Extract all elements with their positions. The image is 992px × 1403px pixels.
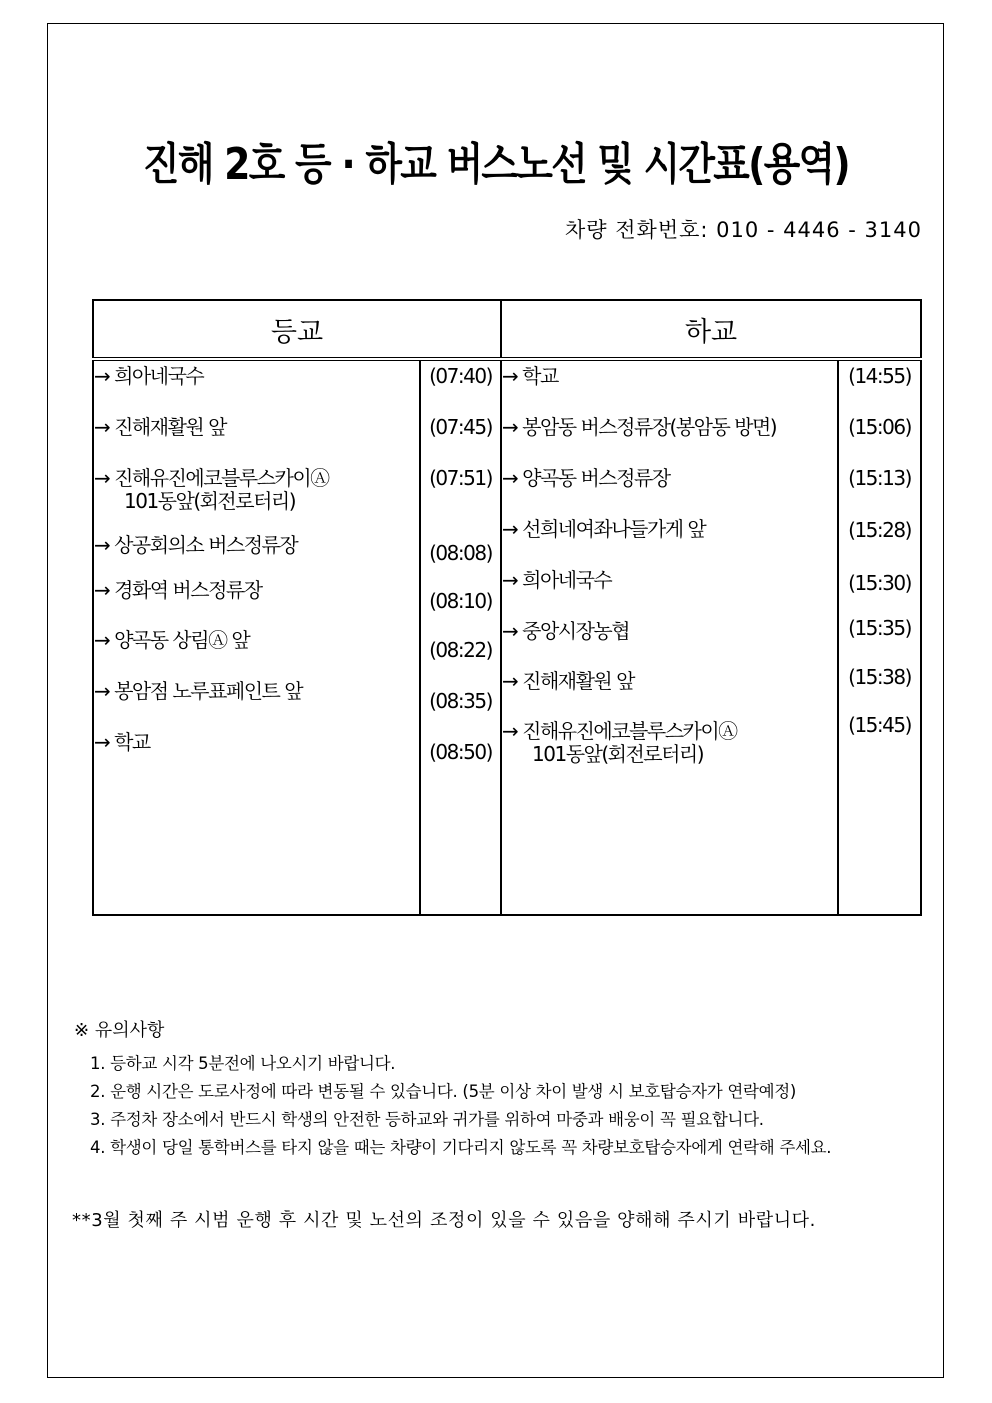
header-going-home: 하교	[501, 300, 921, 359]
time: (08:22)	[429, 638, 492, 662]
time: (07:40)	[429, 364, 492, 388]
time: (15:28)	[848, 518, 911, 542]
note-item: 4. 학생이 당일 통학버스를 타지 않을 때는 차량이 기다리지 않도록 꼭 차량보호탑승자에게 연락해 주세요.	[90, 1138, 832, 1157]
time: (07:51)	[429, 466, 492, 490]
note-item: 1. 등하교 시각 5분전에 나오시기 바랍니다.	[90, 1054, 396, 1073]
notes-header: ※ 유의사항	[74, 1020, 165, 1041]
return-times-column	[838, 359, 921, 915]
time: (08:10)	[429, 589, 492, 613]
stop: → 봉암동 버스정류장(봉암동 방면)	[502, 415, 777, 439]
note-item: 3. 주정차 장소에서 반드시 학생의 안전한 등하교와 귀가를 위하여 마중과 배웅이 꼭 필요합니다.	[90, 1110, 764, 1129]
stop: → 상공회의소 버스정류장	[94, 533, 298, 557]
stop: → 진해유진에코블루스카이Ⓐ	[502, 719, 737, 743]
time: (15:35)	[848, 616, 911, 640]
return-stops-column	[501, 359, 838, 915]
footnote: **3월 첫째 주 시범 운행 후 시간 및 노선의 조정이 있을 수 있음을 양해해 주시기 바랍니다.	[72, 1210, 816, 1231]
stop: → 학교	[94, 730, 150, 754]
time: (08:50)	[429, 740, 492, 764]
going-stops-column	[93, 359, 420, 915]
time: (15:45)	[848, 713, 911, 737]
stop: → 경화역 버스정류장	[94, 578, 262, 602]
stop: → 봉암점 노루표페인트 앞	[94, 679, 303, 703]
time: (15:38)	[848, 665, 911, 689]
stop: → 진해재활원 앞	[502, 669, 634, 693]
stop: → 중앙시장농협	[502, 619, 630, 643]
note-item: 2. 운행 시간은 도로사정에 따라 변동될 수 있습니다. (5분 이상 차이 발생 시 보호탑승자가 연락예정)	[90, 1082, 797, 1101]
page-title: 진해 2호 등 · 하교 버스노선 및 시간표(용역)	[143, 139, 849, 190]
time: (08:35)	[429, 689, 492, 713]
stop: → 양곡동 버스정류장	[502, 466, 670, 490]
time: (15:13)	[848, 466, 911, 490]
stop: → 학교	[502, 364, 558, 388]
going-times-column	[420, 359, 501, 915]
bus-timetable	[92, 299, 922, 916]
stop: → 희아네국수	[502, 568, 612, 592]
stop: → 선희네여좌나들가게 앞	[502, 517, 706, 541]
stop: → 진해재활원 앞	[94, 415, 226, 439]
time: (15:06)	[848, 415, 911, 439]
notes-section	[74, 1016, 831, 1162]
phone-label: 차량 전화번호:	[565, 218, 709, 242]
phone-number: 010 - 4446 - 3140	[716, 218, 922, 242]
stop: → 희아네국수	[94, 364, 204, 388]
stop-line2: 101동앞(회전로터리)	[532, 742, 704, 766]
vehicle-phone	[565, 214, 922, 244]
stop: → 양곡동 상림Ⓐ 앞	[94, 628, 250, 652]
stop: → 진해유진에코블루스카이Ⓐ	[94, 466, 329, 490]
header-going-to-school: 등교	[93, 300, 501, 359]
time: (15:30)	[848, 571, 911, 595]
time: (14:55)	[848, 364, 911, 388]
time: (08:08)	[429, 541, 492, 565]
stop-line2: 101동앞(회전로터리)	[124, 489, 296, 513]
time: (07:45)	[429, 415, 492, 439]
